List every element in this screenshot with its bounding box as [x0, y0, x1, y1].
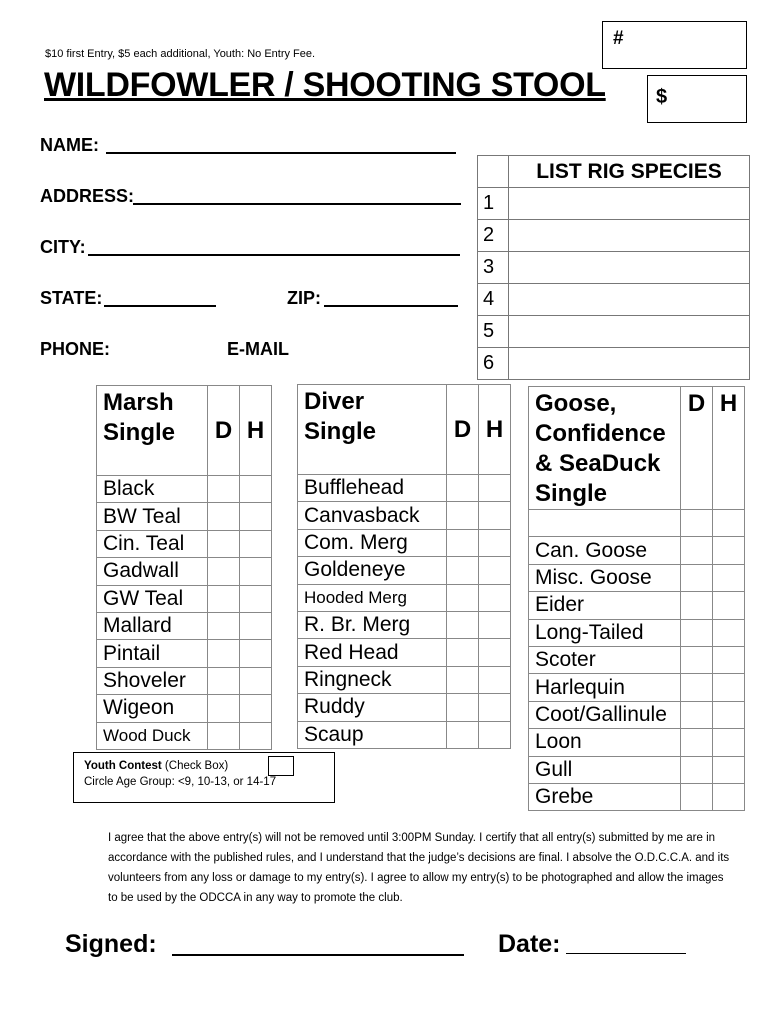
d-checkbox[interactable] [447, 721, 479, 748]
table-row [97, 695, 272, 722]
youth-contest-label [84, 758, 334, 774]
species-label: Shoveler [97, 667, 208, 694]
h-checkbox[interactable] [479, 694, 511, 721]
rig-row [478, 284, 750, 316]
table-row [529, 756, 745, 783]
table-row [529, 619, 745, 646]
d-checkbox[interactable] [681, 646, 713, 673]
table-row [298, 584, 511, 611]
table-row [97, 667, 272, 694]
d-checkbox[interactable] [681, 756, 713, 783]
species-label: Gull [529, 756, 681, 783]
blank-row-cell [529, 510, 681, 537]
goose-title-line4: Single [535, 480, 608, 507]
species-label: Harlequin [529, 674, 681, 701]
species-label: Wigeon [97, 695, 208, 722]
table-row [298, 666, 511, 693]
species-label: Black [97, 476, 208, 503]
city-label: CITY: [40, 237, 86, 257]
rig-row [478, 316, 750, 348]
marsh-title-line2: Single [103, 419, 176, 446]
species-label: Cin. Teal [97, 530, 208, 557]
goose-h-header: H [713, 387, 745, 510]
rig-row [478, 252, 750, 284]
state-field[interactable] [104, 287, 216, 307]
h-checkbox[interactable] [479, 529, 511, 556]
species-label: Gadwall [97, 558, 208, 585]
address-label: ADDRESS: [40, 186, 135, 206]
marsh-title-line1: Marsh [103, 389, 174, 416]
h-checkbox[interactable] [713, 619, 745, 646]
h-checkbox[interactable] [479, 721, 511, 748]
h-checkbox[interactable] [713, 510, 745, 537]
species-label: Scoter [529, 646, 681, 673]
table-row [97, 558, 272, 585]
goose-title-line2: Confidence [535, 420, 666, 447]
marsh-d-header: D [208, 386, 240, 476]
rig-species-input[interactable] [509, 188, 750, 220]
h-checkbox[interactable] [240, 585, 272, 612]
amount-box[interactable] [647, 75, 747, 123]
zip-label: ZIP: [287, 288, 321, 308]
species-label: Eider [529, 592, 681, 619]
rig-row-number: 2 [478, 220, 509, 252]
marsh-header-row [97, 386, 272, 476]
d-checkbox[interactable] [447, 694, 479, 721]
species-label: Scaup [298, 721, 447, 748]
diver-h-header: H [479, 385, 511, 475]
table-row [298, 529, 511, 556]
h-checkbox[interactable] [713, 756, 745, 783]
species-label: Hooded Merg [298, 584, 447, 611]
species-label: GW Teal [97, 585, 208, 612]
rig-species-input[interactable] [509, 348, 750, 380]
table-row [529, 646, 745, 673]
h-checkbox[interactable] [240, 503, 272, 530]
d-checkbox[interactable] [447, 475, 479, 502]
d-checkbox[interactable] [681, 510, 713, 537]
species-label: Can. Goose [529, 537, 681, 564]
d-checkbox[interactable] [447, 611, 479, 638]
goose-seaduck-single-table [528, 386, 745, 811]
diver-title-line2: Single [304, 418, 377, 445]
h-checkbox[interactable] [713, 674, 745, 701]
diver-header-row [298, 385, 511, 475]
h-checkbox[interactable] [479, 639, 511, 666]
h-checkbox[interactable] [240, 558, 272, 585]
state-label: STATE: [40, 288, 103, 308]
diver-title [298, 385, 447, 475]
species-label: Wood Duck [97, 722, 208, 749]
table-row [529, 510, 745, 537]
table-row [298, 557, 511, 584]
h-checkbox[interactable] [713, 729, 745, 756]
species-label: Long-Tailed [529, 619, 681, 646]
entry-number-label: # [613, 28, 624, 49]
table-row [529, 537, 745, 564]
d-checkbox[interactable] [208, 558, 240, 585]
d-checkbox[interactable] [447, 557, 479, 584]
d-checkbox[interactable] [681, 674, 713, 701]
rig-row-number: 5 [478, 316, 509, 348]
youth-contest-box [73, 752, 335, 803]
d-checkbox[interactable] [681, 537, 713, 564]
table-row [298, 694, 511, 721]
h-checkbox[interactable] [713, 564, 745, 591]
date-label: Date: [498, 930, 561, 958]
table-row [97, 640, 272, 667]
h-checkbox[interactable] [713, 701, 745, 728]
h-checkbox[interactable] [240, 722, 272, 749]
h-checkbox[interactable] [240, 667, 272, 694]
h-checkbox[interactable] [479, 502, 511, 529]
h-checkbox[interactable] [713, 592, 745, 619]
goose-header-row [529, 387, 745, 510]
amount-label: $ [656, 86, 668, 108]
table-row [298, 611, 511, 638]
d-checkbox[interactable] [208, 612, 240, 639]
h-checkbox[interactable] [479, 611, 511, 638]
d-checkbox[interactable] [681, 564, 713, 591]
youth-contest-checkbox[interactable] [268, 756, 294, 776]
marsh-single-table [96, 385, 272, 750]
h-checkbox[interactable] [240, 695, 272, 722]
h-checkbox[interactable] [240, 640, 272, 667]
d-checkbox[interactable] [681, 729, 713, 756]
rig-species-table [477, 155, 750, 380]
d-checkbox[interactable] [208, 530, 240, 557]
table-row [298, 721, 511, 748]
rig-header-row [478, 156, 750, 188]
table-row [298, 475, 511, 502]
entry-number-box[interactable] [602, 21, 747, 69]
diver-d-header: D [447, 385, 479, 475]
rig-row-number: 3 [478, 252, 509, 284]
h-checkbox[interactable] [479, 475, 511, 502]
table-row [529, 674, 745, 701]
species-label: Misc. Goose [529, 564, 681, 591]
species-label: Pintail [97, 640, 208, 667]
d-checkbox[interactable] [208, 585, 240, 612]
signature-field[interactable] [172, 934, 464, 956]
diver-title-line1: Diver [304, 388, 365, 415]
rig-species-input[interactable] [509, 284, 750, 316]
goose-d-header: D [681, 387, 713, 510]
signed-label: Signed: [65, 930, 157, 958]
table-row [97, 503, 272, 530]
rig-row [478, 348, 750, 380]
h-checkbox[interactable] [713, 646, 745, 673]
diver-single-table [297, 384, 511, 749]
rig-row-number: 1 [478, 188, 509, 220]
species-label: Bufflehead [298, 475, 447, 502]
d-checkbox[interactable] [681, 619, 713, 646]
name-field[interactable] [106, 134, 456, 154]
d-checkbox[interactable] [447, 639, 479, 666]
d-checkbox[interactable] [208, 722, 240, 749]
goose-title [529, 387, 681, 510]
species-label: R. Br. Merg [298, 611, 447, 638]
h-checkbox[interactable] [240, 612, 272, 639]
table-row [529, 701, 745, 728]
d-checkbox[interactable] [681, 783, 713, 810]
h-checkbox[interactable] [240, 530, 272, 557]
species-label: Loon [529, 729, 681, 756]
h-checkbox[interactable] [479, 666, 511, 693]
table-row [529, 564, 745, 591]
species-label: BW Teal [97, 503, 208, 530]
species-label: Grebe [529, 783, 681, 810]
rig-species-input[interactable] [509, 220, 750, 252]
fee-note: $10 first Entry, $5 each additional, Youth: No Entry Fee. [45, 48, 316, 60]
h-checkbox[interactable] [713, 783, 745, 810]
species-label: Mallard [97, 612, 208, 639]
marsh-h-header: H [240, 386, 272, 476]
h-checkbox[interactable] [479, 557, 511, 584]
species-label: Ringneck [298, 666, 447, 693]
table-row [529, 592, 745, 619]
email-label: E-MAIL [227, 339, 289, 359]
table-row [97, 476, 272, 503]
address-field[interactable] [133, 185, 461, 205]
d-checkbox[interactable] [208, 695, 240, 722]
d-checkbox[interactable] [208, 503, 240, 530]
table-row [529, 783, 745, 810]
species-label: Goldeneye [298, 557, 447, 584]
form-title: WILDFOWLER / SHOOTING STOOL [44, 66, 606, 104]
goose-title-line3: & SeaDuck [535, 450, 661, 477]
rig-row-number: 4 [478, 284, 509, 316]
goose-title-line1: Goose, [535, 390, 617, 417]
table-row [97, 612, 272, 639]
species-label: Ruddy [298, 694, 447, 721]
rig-header-blank [478, 156, 509, 188]
h-checkbox[interactable] [713, 537, 745, 564]
d-checkbox[interactable] [208, 476, 240, 503]
d-checkbox[interactable] [208, 667, 240, 694]
rig-species-input[interactable] [509, 316, 750, 348]
table-row [97, 530, 272, 557]
h-checkbox[interactable] [240, 476, 272, 503]
rig-species-header: LIST RIG SPECIES [509, 156, 750, 188]
table-row [298, 639, 511, 666]
rig-row [478, 188, 750, 220]
rig-row [478, 220, 750, 252]
species-label: Com. Merg [298, 529, 447, 556]
species-label: Canvasback [298, 502, 447, 529]
youth-contest-title: Youth Contest [84, 760, 162, 772]
d-checkbox[interactable] [447, 529, 479, 556]
agreement-text: I agree that the above entry(s) will not be removed until 3:00PM Sunday. I certify that all entry(s) submitted by me are in accordance with the published rules, and I understand that the judge’s decisions are final. I absolve the O.D.C.C.A. and its volunteers from any loss or damage to my entry(s). I agree to allow my entry(s) to be photographed and allow the images to be used by the ODCCA in any way to promote the club. [108, 832, 730, 904]
species-label: Red Head [298, 639, 447, 666]
name-label: NAME: [40, 135, 99, 155]
marsh-title [97, 386, 208, 476]
species-label: Coot/Gallinule [529, 701, 681, 728]
rig-row-number: 6 [478, 348, 509, 380]
zip-field[interactable] [324, 287, 458, 307]
phone-label: PHONE: [40, 339, 111, 359]
table-row [97, 585, 272, 612]
d-checkbox[interactable] [447, 584, 479, 611]
city-field[interactable] [88, 236, 460, 256]
table-row [298, 502, 511, 529]
d-checkbox[interactable] [208, 640, 240, 667]
d-checkbox[interactable] [681, 592, 713, 619]
d-checkbox[interactable] [681, 701, 713, 728]
d-checkbox[interactable] [447, 502, 479, 529]
youth-contest-note: (Check Box) [161, 760, 229, 772]
age-group-text: Circle Age Group: <9, 10-13, or 14-17 [84, 776, 277, 788]
h-checkbox[interactable] [479, 584, 511, 611]
table-row [97, 722, 272, 749]
table-row [529, 729, 745, 756]
d-checkbox[interactable] [447, 666, 479, 693]
date-field[interactable] [566, 934, 686, 954]
rig-species-input[interactable] [509, 252, 750, 284]
